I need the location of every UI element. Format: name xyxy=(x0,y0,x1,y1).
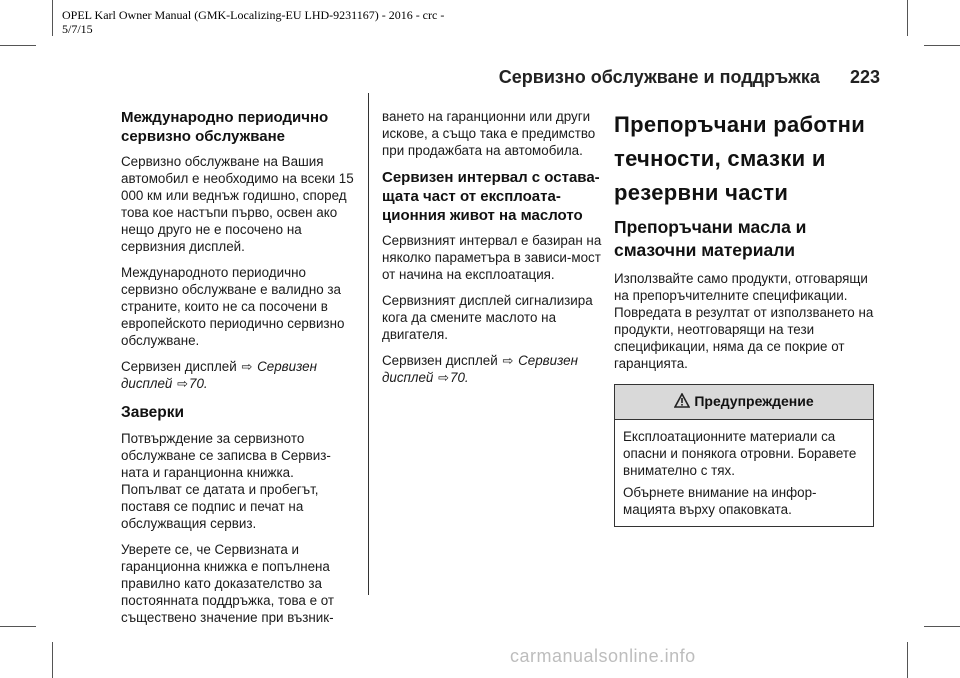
warning-header xyxy=(615,385,873,420)
page-arrow-icon: ⇨ xyxy=(177,376,188,391)
crop-mark xyxy=(0,45,36,46)
warning-paragraph: Обърнете внимание на инфор-мацията върху опаковката. xyxy=(623,485,817,517)
column-2 xyxy=(382,108,614,395)
document-meta xyxy=(62,8,502,36)
crop-mark xyxy=(52,0,53,36)
column-1 xyxy=(121,108,358,635)
crop-mark xyxy=(907,642,908,678)
paragraph: Уверете се, че Сервизната и гаранционна книжка е попълнена правилно като доказателство за постоянната поддръжка, това е от съществено значение при възник- xyxy=(121,542,335,625)
reference-arrow-icon: ⇨ xyxy=(241,359,253,374)
cross-reference[interactable]: Сервизен дисплей ⇨ Сервизен дисплей ⇨70. xyxy=(382,353,578,385)
paragraph: Сервизният дисплей сигнализира кога да смените маслото на двигателя. xyxy=(382,293,593,342)
crop-mark xyxy=(924,626,960,627)
paragraph: Международното периодично сервизно обслужване е валидно за страните, които не са посочени в европейското периодично сервизно обслужване. xyxy=(121,265,345,348)
warning-title: Предупреждение xyxy=(694,393,814,409)
reference-arrow-icon: ⇨ xyxy=(502,353,514,368)
cross-reference[interactable]: Сервизен дисплей ⇨ Сервизен дисплей ⇨70. xyxy=(121,359,317,391)
warning-triangle-icon xyxy=(674,393,690,412)
chapter-heading: Препоръчани работни течности, смазки и резервни части xyxy=(614,112,866,205)
warning-body xyxy=(615,420,873,526)
reference-target[interactable]: Сервизен дисплей xyxy=(121,359,317,391)
reference-page[interactable]: 70 xyxy=(450,370,465,385)
section-heading-international-service: Международно периодично сервизно обслужване xyxy=(121,109,329,145)
paragraph: Сервизно обслужване на Вашия автомобил е необходимо на всеки 15 000 км или веднъж годишно, според това кое настъпи първо, освен ако нещо друго не е посочено на сервизния дисплей. xyxy=(121,154,354,254)
column-3 xyxy=(614,108,878,527)
paragraph: Потвърждение за сервизното обслужване се записва в Сервиз-ната и гаранционна книжка. Попълват се датата и пробегът, поставя се подпис и печат на обслужващия сервиз. xyxy=(121,431,331,531)
reference-prefix: Сервизен дисплей xyxy=(382,353,498,368)
section-title: Сервизно обслужване и поддръжка xyxy=(498,67,820,87)
reference-page[interactable]: 70 xyxy=(189,376,204,391)
page-arrow-icon: ⇨ xyxy=(438,370,449,385)
crop-mark xyxy=(924,45,960,46)
section-heading-confirmations: Заверки xyxy=(121,404,185,421)
crop-mark xyxy=(907,0,908,36)
document-meta-line1: OPEL Karl Owner Manual (GMK-Localizing-EU LHD-9231167) - 2016 - crc - xyxy=(62,8,445,22)
crop-mark xyxy=(52,642,53,678)
warning-paragraph: Експлоатационните материали са опасни и понякога отровни. Боравете внимателно с тях. xyxy=(623,429,857,478)
document-meta-line2: 5/7/15 xyxy=(62,22,93,36)
paragraph: Използвайте само продукти, отговарящи на препоръчителните спецификации. Повредата в резултат от използването на продукти, неотговарящи на тези спецификации, няма да се покрие от гаранцията. xyxy=(614,271,874,371)
page-number: 223 xyxy=(849,67,880,87)
section-heading-service-interval: Сервизен интервал с остава-щата част от експлоата-ционния живот на маслото xyxy=(382,169,600,224)
section-heading-oils: Препоръчани масла и смазочни материали xyxy=(614,217,807,260)
column-divider xyxy=(368,93,369,595)
reference-prefix: Сервизен дисплей xyxy=(121,359,237,374)
watermark: carmanualsonline.info xyxy=(510,646,696,666)
running-head xyxy=(490,67,880,88)
paragraph: ването на гаранционни или други искове, а също така е предимство при продажбата на автомобила. xyxy=(382,109,596,158)
warning-box xyxy=(614,384,874,527)
paragraph: Сервизният интервал е базиран на няколко параметъра в зависи-мост от начина на експлоатация. xyxy=(382,233,602,282)
crop-mark xyxy=(0,626,36,627)
reference-target[interactable]: Сервизен дисплей xyxy=(382,353,578,385)
